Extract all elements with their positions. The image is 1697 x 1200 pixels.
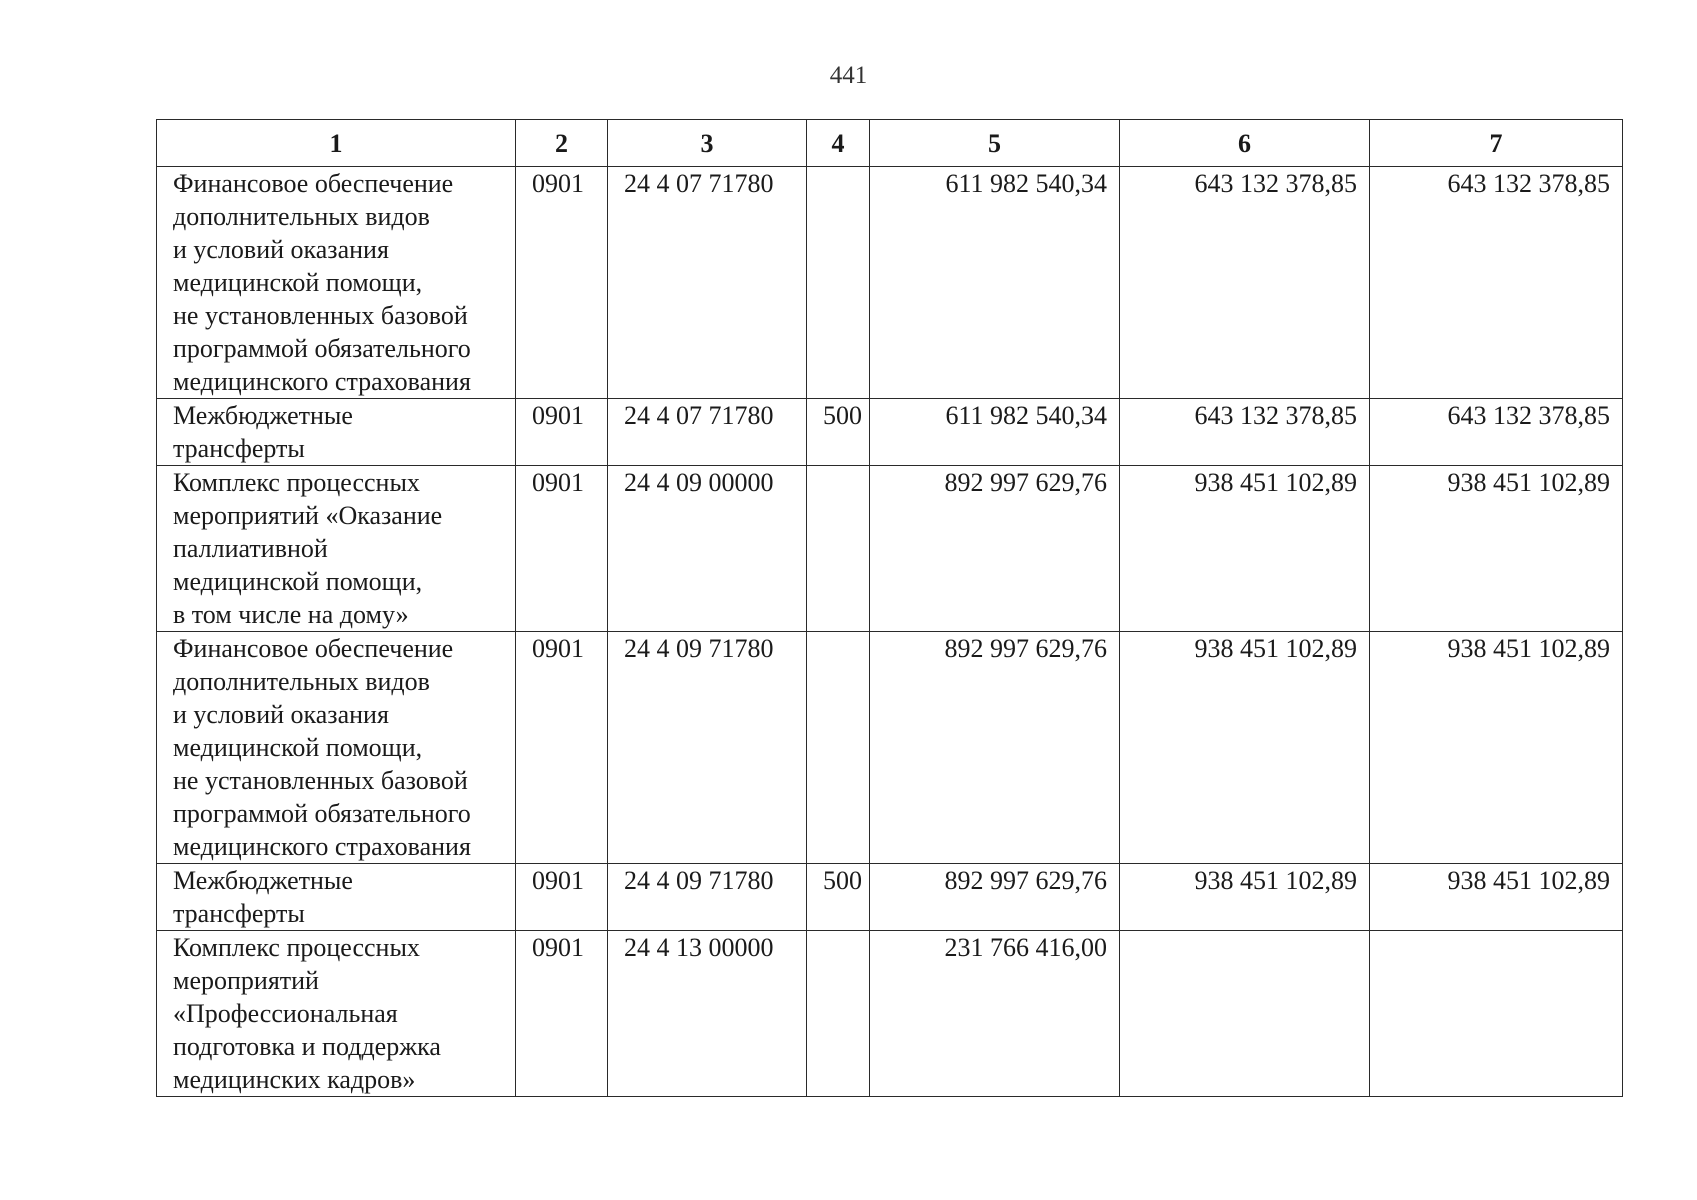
section-code-cell: 0901 (516, 399, 608, 466)
row-name-line: и условий оказания (173, 700, 389, 729)
row-name-line: «Профессиональная (173, 999, 398, 1028)
row-name-line: Комплекс процессных (173, 933, 420, 962)
row-name-cell (157, 632, 516, 864)
row-name-cell (157, 399, 516, 466)
amount-col-6-cell: 938 451 102,89 (1120, 466, 1370, 632)
header-col-2: 2 (516, 120, 608, 167)
header-col-7: 7 (1370, 120, 1623, 167)
header-col-5: 5 (870, 120, 1120, 167)
amount-col-7-cell (1370, 931, 1623, 1097)
target-article-cell: 24 4 09 71780 (608, 864, 807, 931)
amount-col-5-cell: 611 982 540,34 (870, 399, 1120, 466)
page-number: 441 (829, 62, 868, 89)
row-name-line: мероприятий «Оказание (173, 501, 443, 530)
row-name-line: программой обязательного (173, 799, 471, 828)
amount-col-5-cell: 892 997 629,76 (870, 632, 1120, 864)
row-name-line: программой обязательного (173, 334, 471, 363)
amount-col-6-cell: 938 451 102,89 (1120, 632, 1370, 864)
row-name-line: трансферты (173, 434, 305, 463)
amount-col-7-cell: 938 451 102,89 (1370, 864, 1623, 931)
header-row (157, 120, 1623, 167)
table-row (157, 632, 1623, 864)
row-name-line: медицинского страхования (173, 367, 471, 396)
row-name-line: медицинской помощи, (173, 268, 423, 297)
header-col-1: 1 (157, 120, 516, 167)
amount-col-7-cell: 938 451 102,89 (1370, 632, 1623, 864)
expense-kind-cell (807, 632, 870, 864)
expense-kind-cell: 500 (807, 864, 870, 931)
row-name-line: не установленных базовой (173, 766, 468, 795)
amount-col-5-cell: 231 766 416,00 (870, 931, 1120, 1097)
row-name-line: не установленных базовой (173, 301, 468, 330)
table-body (157, 167, 1623, 1097)
expense-kind-cell (807, 931, 870, 1097)
amount-col-6-cell (1120, 931, 1370, 1097)
row-name-line: медицинской помощи, (173, 567, 423, 596)
amount-col-5-cell: 892 997 629,76 (870, 864, 1120, 931)
row-name-line: подготовка и поддержка (173, 1032, 441, 1061)
target-article-cell: 24 4 09 00000 (608, 466, 807, 632)
row-name-line: медицинского страхования (173, 832, 471, 861)
header-col-6: 6 (1120, 120, 1370, 167)
table-row (157, 931, 1623, 1097)
row-name-line: Межбюджетные (173, 401, 353, 430)
row-name-line: дополнительных видов (173, 202, 430, 231)
expense-kind-cell: 500 (807, 399, 870, 466)
section-code-cell: 0901 (516, 167, 608, 399)
section-code-cell: 0901 (516, 632, 608, 864)
row-name-cell (157, 466, 516, 632)
amount-col-7-cell: 938 451 102,89 (1370, 466, 1623, 632)
section-code-cell: 0901 (516, 864, 608, 931)
header-col-3: 3 (608, 120, 807, 167)
row-name-line: дополнительных видов (173, 667, 430, 696)
amount-col-5-cell: 611 982 540,34 (870, 167, 1120, 399)
row-name-cell (157, 931, 516, 1097)
amount-col-6-cell: 643 132 378,85 (1120, 167, 1370, 399)
amount-col-5-cell: 892 997 629,76 (870, 466, 1120, 632)
row-name-line: медицинской помощи, (173, 733, 423, 762)
row-name-line: Финансовое обеспечение (173, 169, 454, 198)
row-name-line: Финансовое обеспечение (173, 634, 454, 663)
header-col-4: 4 (807, 120, 870, 167)
row-name-line: мероприятий (173, 966, 319, 995)
row-name-line: и условий оказания (173, 235, 389, 264)
target-article-cell: 24 4 09 71780 (608, 632, 807, 864)
amount-col-6-cell: 643 132 378,85 (1120, 399, 1370, 466)
target-article-cell: 24 4 07 71780 (608, 399, 807, 466)
budget-table (156, 119, 1623, 1097)
amount-col-7-cell: 643 132 378,85 (1370, 167, 1623, 399)
row-name-line: Межбюджетные (173, 866, 353, 895)
target-article-cell: 24 4 07 71780 (608, 167, 807, 399)
row-name-line: паллиативной (173, 534, 328, 563)
amount-col-7-cell: 643 132 378,85 (1370, 399, 1623, 466)
section-code-cell: 0901 (516, 931, 608, 1097)
row-name-line: трансферты (173, 899, 305, 928)
target-article-cell: 24 4 13 00000 (608, 931, 807, 1097)
row-name-line: в том числе на дому» (173, 600, 409, 629)
section-code-cell: 0901 (516, 466, 608, 632)
row-name-cell (157, 167, 516, 399)
expense-kind-cell (807, 167, 870, 399)
table-row (157, 399, 1623, 466)
table-row (157, 167, 1623, 399)
row-name-line: Комплекс процессных (173, 468, 420, 497)
row-name-line: медицинских кадров» (173, 1065, 416, 1094)
table-row (157, 466, 1623, 632)
expense-kind-cell (807, 466, 870, 632)
row-name-cell (157, 864, 516, 931)
table-row (157, 864, 1623, 931)
amount-col-6-cell: 938 451 102,89 (1120, 864, 1370, 931)
